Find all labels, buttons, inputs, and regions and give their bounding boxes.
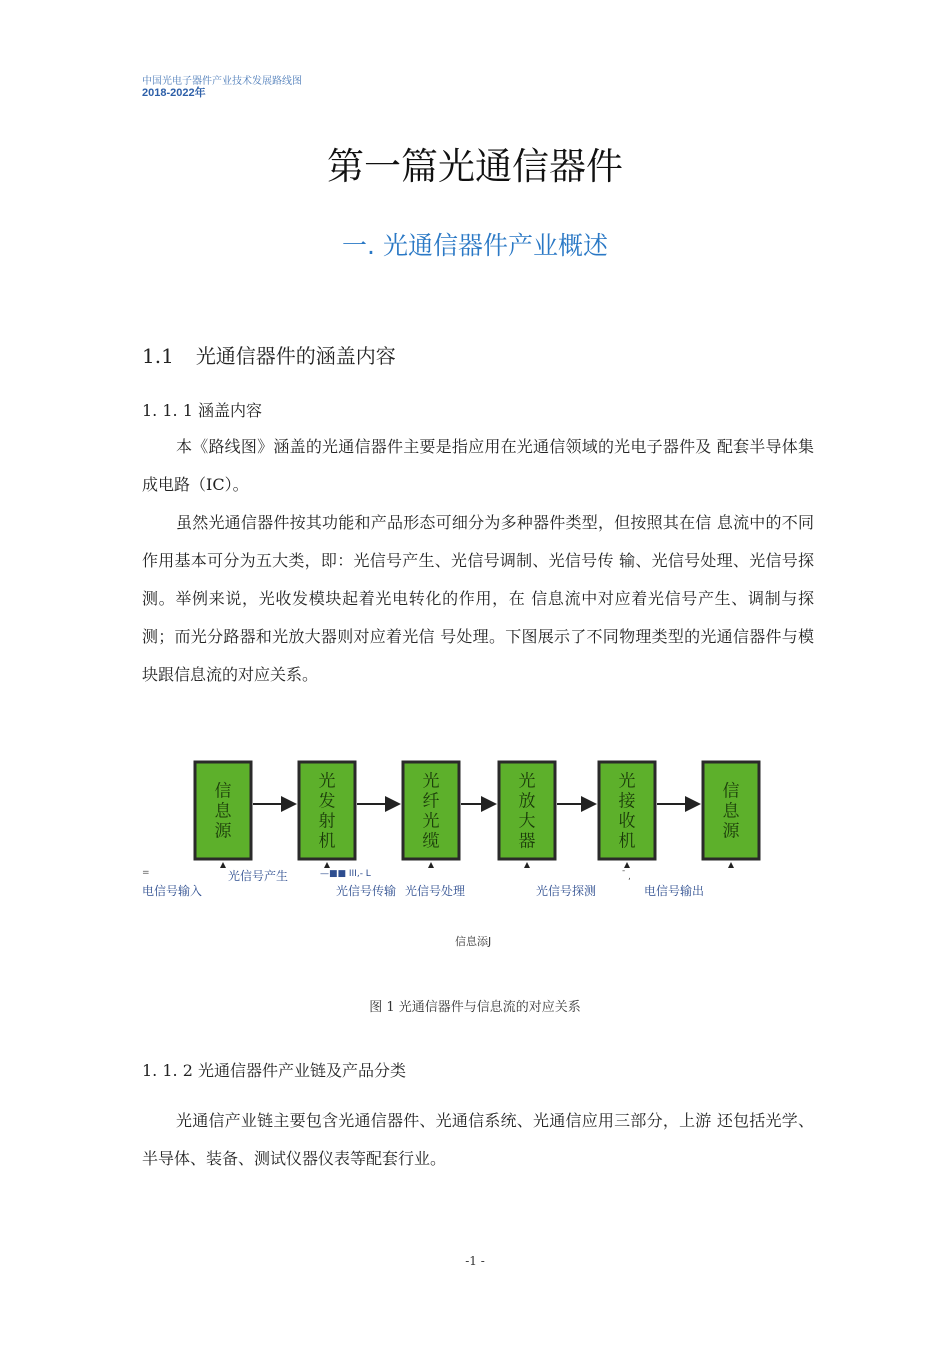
- label-info-flow: 信息添J: [455, 935, 492, 948]
- paragraph-3: 光通信产业链主要包含光通信器件、光通信系统、光通信应用三部分，上游 还包括光学、半导体、装备、测试仪器仪表等配套行业。: [142, 1111, 814, 1168]
- label-signal-generation: 光信号产生: [228, 869, 289, 883]
- label-electrical-input: 电信号输入: [142, 884, 203, 898]
- header-line2: 2018-2022年: [142, 87, 206, 99]
- diagram-box-char: 发: [318, 791, 336, 812]
- diagram-box-char: 机: [618, 831, 636, 852]
- label-signal-processing: 光信号处理: [405, 884, 466, 898]
- diagram-box-char: 放: [518, 791, 536, 812]
- diagram-box-4: [499, 762, 555, 868]
- page-title: 第一篇光通信器件: [327, 145, 623, 188]
- chapter-subtitle: 一. 光通信器件产业概述: [342, 231, 608, 260]
- diagram-box-char: 息: [214, 801, 232, 822]
- diagram-tick-mark: [324, 862, 330, 868]
- diagram-box-char: 光: [422, 811, 440, 832]
- diagram-box-6: [703, 762, 759, 868]
- diagram-dash-mark: -: [622, 866, 626, 876]
- diagram-box-char: 信: [722, 781, 740, 802]
- diagram-box-char: 光: [618, 771, 636, 792]
- diagram-box-char: 息: [722, 801, 740, 822]
- diagram-box-1: [195, 762, 251, 868]
- diagram-box-char: 器: [518, 831, 536, 852]
- diagram-tick-mark: [220, 862, 226, 868]
- paragraph-1: 本《路线图》涵盖的光通信器件主要是指应用在光通信领域的光电子器件及 配套半导体集成电路（IC）。: [142, 437, 814, 494]
- diagram-box-3: [403, 762, 459, 868]
- diagram-box-char: 收: [618, 811, 636, 832]
- diagram-box-char: 大: [518, 811, 536, 832]
- diagram-tick-mark: [728, 862, 734, 868]
- section-title: 光通信器件的涵盖内容: [195, 344, 396, 368]
- diagram-box-char: 机: [318, 831, 336, 852]
- label-modulation-mark: —■■ III,- L: [320, 869, 371, 879]
- label-electrical-output: 电信号输出: [644, 884, 705, 898]
- diagram-box-char: 接: [618, 791, 636, 812]
- diagram-box-char: 光: [318, 771, 336, 792]
- diagram-box-5: [599, 762, 655, 868]
- section-number: 1.1: [142, 344, 174, 368]
- diagram-box-char: 射: [318, 811, 336, 832]
- page-number: -1 -: [465, 1254, 485, 1268]
- diagram-box-2: [299, 762, 355, 868]
- diagram-box-char: 源: [722, 821, 740, 842]
- info-flow-diagram: [0, 750, 950, 875]
- diagram-box-char: 源: [214, 821, 232, 842]
- subsection-heading-1: 1. 1. 1 涵盖内容: [142, 401, 262, 420]
- label-signal-detection: 光信号探测: [536, 884, 597, 898]
- diagram-box-char: 缆: [422, 831, 440, 852]
- diagram-tick-mark: [428, 862, 434, 868]
- figure-caption: 图 1 光通信器件与信息流的对应关系: [369, 1000, 581, 1015]
- diagram-eq-mark: =: [142, 868, 150, 878]
- diagram-box-char: 信: [214, 781, 232, 802]
- diagram-tick-mark: [524, 862, 530, 868]
- diagram-box-char: 光: [422, 771, 440, 792]
- paragraph-2: 虽然光通信器件按其功能和产品形态可细分为多种器件类型，但按照其在信 息流中的不同作用基本可分为五大类，即：光信号产生、光信号调制、光信号传 输、光信号处理、光信号探测。举例来说，光收发模块起着光电转化的作用，在 信息流中对应着光信号产生、调制与探测；而光分路器和光放大器则对应着光信 号处理。下图展示了不同物理类型的光通信器件与模块跟信息流的对应关系。: [142, 513, 814, 684]
- diagram-box-char: 纤: [422, 791, 440, 812]
- diagram-box-char: 光: [518, 771, 536, 792]
- subsection-heading-2: 1. 1. 2 光通信器件产业链及产品分类: [142, 1061, 406, 1080]
- section-heading: [142, 340, 396, 369]
- header-line1: 中国光电子器件产业技术发展路线图: [142, 76, 302, 87]
- label-signal-transmission: 光信号传输: [336, 884, 397, 898]
- diagram-comma-mark: ,: [628, 872, 631, 882]
